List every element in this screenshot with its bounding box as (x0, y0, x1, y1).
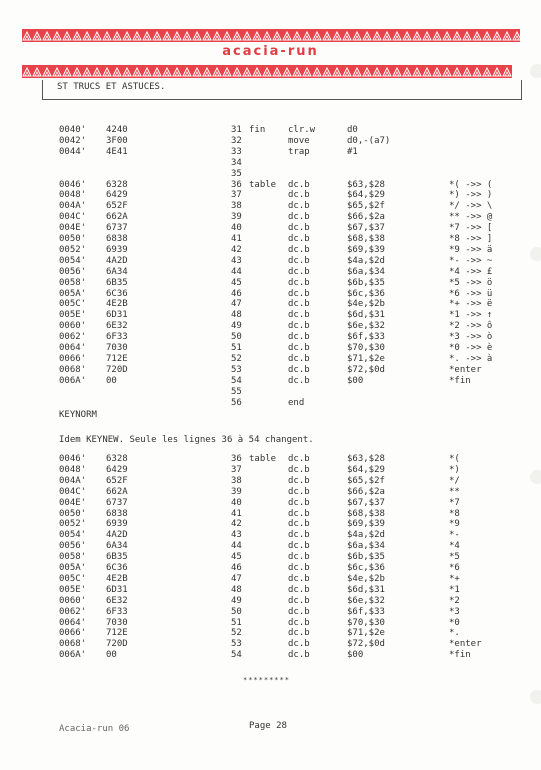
code-comment: *9 ->> ä (449, 244, 493, 255)
code-hex: 6939 (106, 244, 128, 255)
code-operand: $6d,$31 (347, 584, 385, 595)
code-line-number: 48 (231, 584, 242, 595)
code-comment: *3 (449, 606, 460, 617)
code-operand: $63,$28 (347, 454, 385, 464)
code-hex: 00 (106, 650, 117, 661)
code-address: 0048' (59, 190, 87, 201)
code-hex: 6E32 (106, 595, 128, 606)
code-operand: $4a,$2d (347, 255, 385, 266)
code-operand: $6f,$33 (347, 332, 385, 343)
code-opcode: dc.b (288, 321, 310, 332)
code-line-number: 55 (231, 386, 242, 397)
code-line-number: 33 (231, 146, 242, 157)
code-hex: 6429 (106, 190, 128, 201)
code-address: 004C' (59, 486, 87, 497)
banner-title: acacia-run (222, 44, 319, 59)
code-hex: 4E2B (106, 299, 128, 310)
code-operand: $72,$0d (347, 364, 385, 375)
code-operand: $66,$2a (347, 212, 385, 223)
code-operand: $71,$2e (347, 353, 385, 364)
code-comment: */ (449, 475, 460, 486)
code-hex: 7030 (106, 617, 128, 628)
code-operand: $6b,$35 (347, 277, 385, 288)
code-line-number: 34 (231, 157, 242, 168)
code-comment: *6 (449, 563, 460, 573)
code-opcode: dc.b (288, 650, 310, 661)
code-line-number: 44 (231, 541, 242, 552)
code-hex: 6D31 (106, 310, 128, 321)
code-operand: $6d,$31 (347, 310, 385, 321)
code-operand: $00 (347, 650, 364, 661)
code-operand: $6c,$36 (347, 288, 385, 299)
code-address: 005C' (59, 573, 87, 584)
code-line-number: 39 (231, 212, 242, 223)
code-comment: *6 ->> ü (449, 288, 493, 299)
code-comment: *7 ->> [ (449, 223, 493, 234)
code-line-number: 44 (231, 266, 242, 277)
code-address: 005A' (59, 288, 87, 299)
code-operand: $63,$28 (347, 179, 385, 190)
code-hex: 6328 (106, 179, 128, 190)
code-opcode: dc.b (288, 541, 310, 552)
code-line-number: 45 (231, 277, 242, 288)
code-address: 0046' (59, 179, 87, 190)
code-line-number: 38 (231, 475, 242, 486)
code-comment: *4 (449, 541, 460, 552)
code-address: 005E' (59, 310, 87, 321)
code-operand: $68,$38 (347, 234, 385, 244)
code-line-number: 48 (231, 310, 242, 321)
code-opcode: dc.b (288, 255, 310, 266)
code-comment: *) ->> ) (449, 190, 493, 201)
code-line-number: 49 (231, 595, 242, 606)
code-comment: *5 (449, 552, 460, 563)
code-line-number: 56 (231, 397, 242, 408)
code-line-number: 50 (231, 332, 242, 343)
code-comment: *4 ->> £ (449, 266, 493, 277)
code-opcode: dc.b (288, 299, 310, 310)
code-address: 0056' (59, 266, 87, 277)
code-hex: 6C36 (106, 563, 128, 573)
code-hex: 3F00 (106, 135, 128, 146)
code-operand: $6a,$34 (347, 541, 385, 552)
code-opcode: dc.b (288, 244, 310, 255)
code-line-number: 42 (231, 519, 242, 530)
code-line-number: 35 (231, 168, 242, 179)
code-hex: 4A2D (106, 255, 128, 266)
code-line-number: 53 (231, 364, 242, 375)
separator-stars: ********* (243, 676, 290, 684)
code-opcode: dc.b (288, 595, 310, 606)
section-header-box (42, 80, 522, 100)
code-comment: *fin (449, 375, 471, 386)
code-operand: $6e,$32 (347, 595, 385, 606)
code-line-number: 32 (231, 135, 242, 146)
code-line-number: 43 (231, 530, 242, 541)
code-operand: $69,$39 (347, 519, 385, 530)
code-hex: 652F (106, 475, 128, 486)
code-hex: 6E32 (106, 321, 128, 332)
code-opcode: trap (288, 146, 310, 157)
code-line-number: 41 (231, 508, 242, 519)
code-opcode: dc.b (288, 563, 310, 573)
code-hex: 6D31 (106, 584, 128, 595)
code-hex: 662A (106, 212, 128, 223)
code-comment: *) (449, 464, 460, 475)
code-line-number: 45 (231, 552, 242, 563)
code-comment: *+ (449, 573, 460, 584)
code-comment: *- (449, 530, 460, 541)
code-operand: $69,$39 (347, 244, 385, 255)
code-comment: *3 ->> ò (449, 332, 493, 343)
code-opcode: dc.b (288, 606, 310, 617)
code-opcode: dc.b (288, 375, 310, 386)
code-address: 0058' (59, 552, 87, 563)
footer-page-number: Page 28 (249, 721, 287, 731)
code-address: 004A' (59, 475, 87, 486)
code-label: fin (249, 125, 266, 135)
code-hex: 6A34 (106, 266, 128, 277)
code-opcode: dc.b (288, 288, 310, 299)
code-comment: ** ->> @ (449, 212, 493, 223)
code-comment: *1 ->> ↑ (449, 310, 493, 321)
code-opcode: dc.b (288, 353, 310, 364)
code-comment: *8 ->> ] (449, 234, 493, 244)
code-opcode: dc.b (288, 475, 310, 486)
code-opcode: dc.b (288, 628, 310, 639)
code-line-number: 38 (231, 201, 242, 212)
code-hex: 6737 (106, 497, 128, 508)
code-line-number: 37 (231, 464, 242, 475)
code-address: 0060' (59, 595, 87, 606)
code-operand: $67,$37 (347, 497, 385, 508)
code-comment: *- ->> ~ (449, 255, 493, 266)
code-comment: *8 (449, 508, 460, 519)
code-address: 0042' (59, 135, 87, 146)
code-line-number: 42 (231, 244, 242, 255)
code-operand: $71,$2e (347, 628, 385, 639)
code-opcode: dc.b (288, 201, 310, 212)
code-label: table (249, 179, 277, 190)
code-operand: $70,$30 (347, 617, 385, 628)
code-line-number: 41 (231, 234, 242, 244)
code-address: 0064' (59, 343, 87, 353)
code-comment: *9 (449, 519, 460, 530)
code-address: 0066' (59, 353, 87, 364)
code-comment: *7 (449, 497, 460, 508)
code-line-number: 51 (231, 343, 242, 353)
code-opcode: move (288, 135, 310, 146)
code-operand: $64,$29 (347, 190, 385, 201)
code-operand: $67,$37 (347, 223, 385, 234)
code-line-number: 50 (231, 606, 242, 617)
code-comment: *2 (449, 595, 460, 606)
code-address: 0068' (59, 639, 87, 650)
code-line-number: 46 (231, 563, 242, 573)
bottom-decorative-band (22, 65, 512, 78)
code-line-number: 51 (231, 617, 242, 628)
code-hex: 00 (106, 375, 117, 386)
code-hex: 4240 (106, 125, 128, 135)
code-address: 0048' (59, 464, 87, 475)
code-opcode: clr.w (288, 125, 316, 135)
code-operand: $6b,$35 (347, 552, 385, 563)
code-comment: *. ->> à (449, 353, 493, 364)
code-comment: *( ->> ( (449, 179, 493, 190)
code-hex: 6429 (106, 464, 128, 475)
code-opcode: dc.b (288, 508, 310, 519)
code-hex: 4A2D (106, 530, 128, 541)
code-address: 0062' (59, 606, 87, 617)
code-operand: #1 (347, 146, 358, 157)
code-address: 0050' (59, 508, 87, 519)
code-comment: ** (449, 486, 460, 497)
code-opcode: dc.b (288, 617, 310, 628)
code-operand: $64,$29 (347, 464, 385, 475)
code-opcode: dc.b (288, 364, 310, 375)
code-line-number: 39 (231, 486, 242, 497)
code-hex: 6939 (106, 519, 128, 530)
code-operand: $4a,$2d (347, 530, 385, 541)
code-opcode: dc.b (288, 190, 310, 201)
code-line-number: 52 (231, 628, 242, 639)
code-opcode: dc.b (288, 454, 310, 464)
code-opcode: dc.b (288, 464, 310, 475)
code-operand: $70,$30 (347, 343, 385, 353)
code-operand: $66,$2a (347, 486, 385, 497)
code-comment: *. (449, 628, 460, 639)
binder-hole (530, 690, 541, 704)
code-comment: *+ ->> ë (449, 299, 493, 310)
code-hex: 7030 (106, 343, 128, 353)
code-comment: */ ->> \ (449, 201, 493, 212)
code-line-number: 37 (231, 190, 242, 201)
code-address: 0044' (59, 146, 87, 157)
code-address: 0058' (59, 277, 87, 288)
code-address: 0064' (59, 617, 87, 628)
section-title: ST TRUCS ET ASTUCES. (57, 82, 166, 92)
code-address: 005A' (59, 563, 87, 573)
code-opcode: end (288, 397, 305, 408)
code-operand: d0,-(a7) (347, 135, 391, 146)
code-comment: *( (449, 454, 460, 464)
code-hex: 6838 (106, 508, 128, 519)
code-address: 004E' (59, 223, 87, 234)
code-address: 004E' (59, 497, 87, 508)
code-comment: *5 ->> ö (449, 277, 493, 288)
code-line-number: 53 (231, 639, 242, 650)
code-line-number: 40 (231, 497, 242, 508)
code-opcode: dc.b (288, 343, 310, 353)
code-address: 0056' (59, 541, 87, 552)
code-address: 0052' (59, 519, 87, 530)
code-address: 0062' (59, 332, 87, 343)
code-opcode: dc.b (288, 310, 310, 321)
code-comment: *enter (449, 639, 482, 650)
keynorm-label: KEYNORM (59, 410, 97, 420)
code-address: 0066' (59, 628, 87, 639)
code-opcode: dc.b (288, 639, 310, 650)
code-address: 006A' (59, 375, 87, 386)
code-hex: 6A34 (106, 541, 128, 552)
code-opcode: dc.b (288, 266, 310, 277)
code-address: 006A' (59, 650, 87, 661)
code-operand: $65,$2f (347, 201, 385, 212)
code-hex: 720D (106, 639, 128, 650)
code-address: 005E' (59, 584, 87, 595)
code-hex: 712E (106, 628, 128, 639)
code-label: table (249, 454, 277, 464)
code-opcode: dc.b (288, 179, 310, 190)
code-hex: 652F (106, 201, 128, 212)
code-operand: $4e,$2b (347, 573, 385, 584)
code-address: 004C' (59, 212, 87, 223)
code-comment: *enter (449, 364, 482, 375)
band-pattern-bottom (22, 65, 512, 78)
code-address: 0060' (59, 321, 87, 332)
code-operand: $65,$2f (347, 475, 385, 486)
code-address: 004A' (59, 201, 87, 212)
code-opcode: dc.b (288, 519, 310, 530)
code-opcode: dc.b (288, 332, 310, 343)
code-hex: 6F33 (106, 332, 128, 343)
code-hex: 662A (106, 486, 128, 497)
code-operand: $6c,$36 (347, 563, 385, 573)
code-comment: *fin (449, 650, 471, 661)
code-opcode: dc.b (288, 584, 310, 595)
code-address: 0052' (59, 244, 87, 255)
code-opcode: dc.b (288, 486, 310, 497)
code-comment: *0 (449, 617, 460, 628)
code-hex: 720D (106, 364, 128, 375)
binder-hole (530, 64, 541, 78)
code-operand: $6e,$32 (347, 321, 385, 332)
code-opcode: dc.b (288, 223, 310, 234)
code-hex: 6C36 (106, 288, 128, 299)
code-operand: $68,$38 (347, 508, 385, 519)
code-operand: $6a,$34 (347, 266, 385, 277)
code-comment: *1 (449, 584, 460, 595)
code-line-number: 46 (231, 288, 242, 299)
code-hex: 4E41 (106, 146, 128, 157)
code-line-number: 31 (231, 125, 242, 135)
code-address: 0068' (59, 364, 87, 375)
top-decorative-band (22, 29, 520, 42)
code-address: 0054' (59, 530, 87, 541)
code-comment: *2 ->> ô (449, 321, 493, 332)
code-opcode: dc.b (288, 530, 310, 541)
code-hex: 6838 (106, 234, 128, 244)
code-line-number: 36 (231, 454, 242, 464)
code-hex: 6B35 (106, 277, 128, 288)
code-opcode: dc.b (288, 212, 310, 223)
code-hex: 6737 (106, 223, 128, 234)
code-operand: $6f,$33 (347, 606, 385, 617)
code-comment: *0 ->> è (449, 343, 493, 353)
code-operand: d0 (347, 125, 358, 135)
code-operand: $72,$0d (347, 639, 385, 650)
code-hex: 4E2B (106, 573, 128, 584)
code-line-number: 52 (231, 353, 242, 364)
code-hex: 6328 (106, 454, 128, 464)
footer-publication: Acacia-run 06 (59, 724, 130, 734)
code-line-number: 36 (231, 179, 242, 190)
keynorm-description: Idem KEYNEW. Seule les lignes 36 à 54 changent. (59, 435, 314, 445)
code-line-number: 47 (231, 299, 242, 310)
code-opcode: dc.b (288, 552, 310, 563)
code-hex: 6F33 (106, 606, 128, 617)
code-address: 0054' (59, 255, 87, 266)
code-line-number: 54 (231, 375, 242, 386)
code-address: 005C' (59, 299, 87, 310)
code-operand: $4e,$2b (347, 299, 385, 310)
code-line-number: 47 (231, 573, 242, 584)
code-operand: $00 (347, 375, 364, 386)
binder-hole (530, 470, 541, 484)
band-pattern-top (22, 29, 520, 42)
code-address: 0050' (59, 234, 87, 244)
code-line-number: 40 (231, 223, 242, 234)
code-hex: 6B35 (106, 552, 128, 563)
code-address: 0040' (59, 125, 87, 135)
code-line-number: 54 (231, 650, 242, 661)
code-line-number: 49 (231, 321, 242, 332)
code-opcode: dc.b (288, 277, 310, 288)
code-line-number: 43 (231, 255, 242, 266)
code-hex: 712E (106, 353, 128, 364)
code-address: 0046' (59, 454, 87, 464)
code-opcode: dc.b (288, 573, 310, 584)
code-opcode: dc.b (288, 234, 310, 244)
binder-hole (530, 247, 541, 261)
code-opcode: dc.b (288, 497, 310, 508)
